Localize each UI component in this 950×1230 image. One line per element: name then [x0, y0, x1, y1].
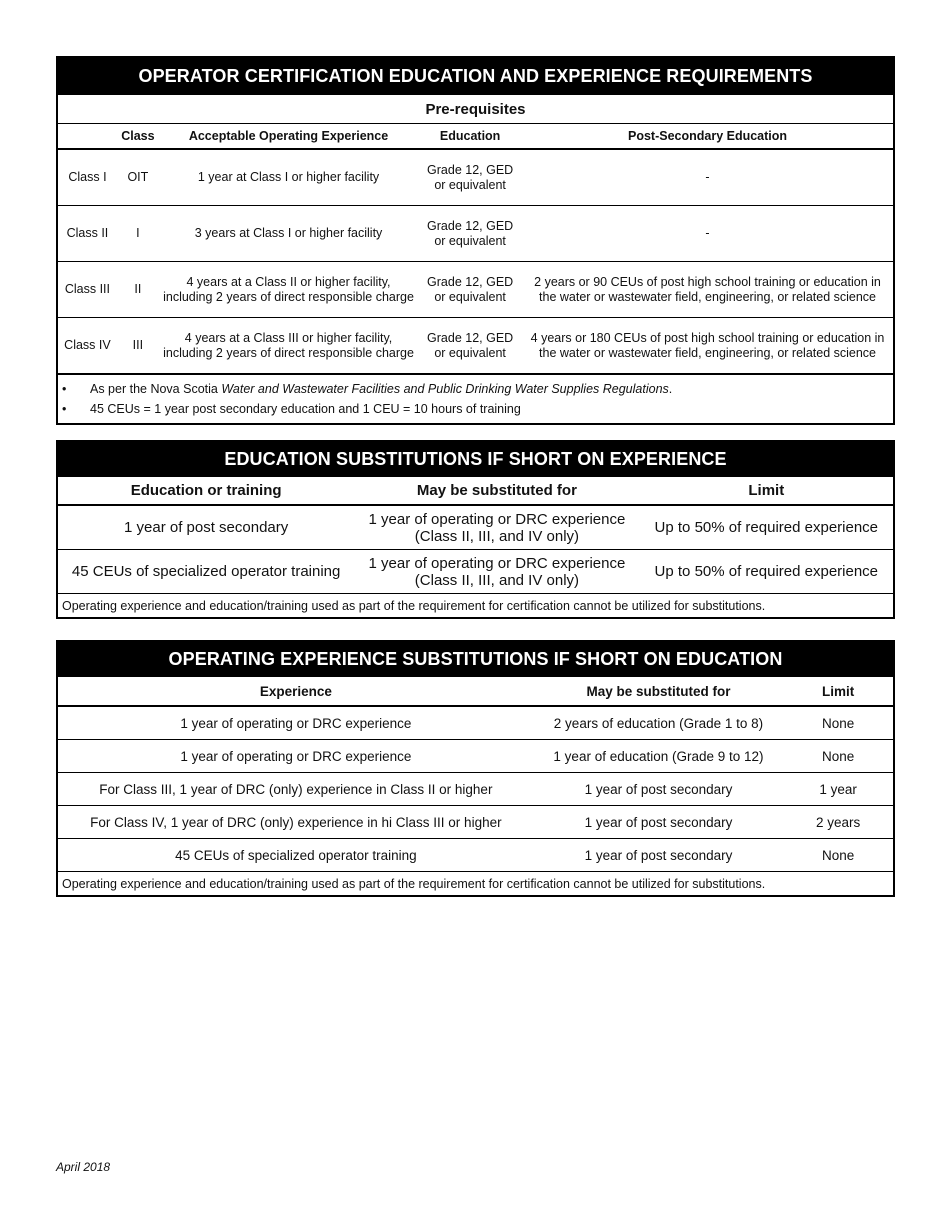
column-header-limit: Limit — [783, 677, 894, 707]
experience-line: 4 years at a Class III or higher facility, — [184, 330, 393, 345]
cell-limit: None — [783, 740, 894, 773]
cell-experience: 1 year of operating or DRC experience — [57, 740, 534, 773]
table-row — [57, 206, 894, 262]
cell-experience: 1 year of operating or DRC experience — [57, 706, 534, 740]
cell-level: Class II — [57, 206, 117, 262]
column-header-substituted: May be substituted for — [354, 477, 639, 506]
certification-requirements-table — [56, 56, 895, 425]
note-item — [58, 399, 893, 419]
table-row — [57, 149, 894, 206]
cell-education — [418, 149, 522, 206]
table-title: OPERATOR CERTIFICATION EDUCATION AND EXPERIENCE REQUIREMENTS — [57, 57, 894, 95]
cell-experience: 3 years at Class I or higher facility — [159, 206, 418, 262]
education-line: or equivalent — [434, 289, 506, 304]
cell-limit: None — [783, 839, 894, 872]
experience-line: 4 years at a Class II or higher facility, — [186, 274, 391, 289]
experience-line: including 2 years of direct responsible charge — [163, 345, 414, 360]
cell-post-secondary — [522, 206, 894, 262]
cell-substitute: 1 year of post secondary — [534, 839, 783, 872]
cell-level: Class I — [57, 149, 117, 206]
education-line: Grade 12, GED — [427, 218, 514, 233]
cell-class: III — [117, 318, 159, 375]
cell-limit: Up to 50% of required experience — [640, 505, 894, 550]
substitute-line: 1 year of operating or DRC experience — [368, 510, 626, 528]
cell-experience: For Class III, 1 year of DRC (only) experience in Class II or higher — [57, 773, 534, 806]
cell-substitute: 1 year of post secondary — [534, 806, 783, 839]
table-row — [57, 740, 894, 773]
column-header-level — [57, 124, 117, 150]
note-prefix: As per the Nova Scotia — [90, 382, 222, 396]
note-item — [58, 379, 893, 399]
notes-section — [57, 374, 894, 424]
column-header-experience: Experience — [57, 677, 534, 707]
education-line: or equivalent — [434, 177, 506, 192]
education-line: or equivalent — [434, 233, 506, 248]
table-row — [57, 706, 894, 740]
table-footnote: Operating experience and education/training used as part of the requirement for certification cannot be utilized for substitutions. — [57, 594, 894, 619]
cell-education — [418, 206, 522, 262]
bullet: • — [62, 402, 67, 416]
cell-limit: 1 year — [783, 773, 894, 806]
post-line: 2 years or 90 CEUs of post high school training or education in — [534, 274, 881, 289]
table-row — [57, 773, 894, 806]
note-text — [90, 379, 672, 399]
education-substitutions-table — [56, 440, 895, 619]
column-header-post-secondary: Post-Secondary Education — [522, 124, 894, 150]
column-header-experience: Acceptable Operating Experience — [159, 124, 418, 150]
cell-item: 1 year of post secondary — [57, 505, 354, 550]
table-footnote: Operating experience and education/training used as part of the requirement for certification cannot be utilized for substitutions. — [57, 872, 894, 897]
cell-limit: Up to 50% of required experience — [640, 550, 894, 594]
table-row — [57, 839, 894, 872]
post-line: the water or wastewater field, engineering, or related science — [539, 345, 877, 360]
cell-substitute — [354, 505, 639, 550]
cell-post-secondary — [522, 262, 894, 318]
post-line: 4 years or 180 CEUs of post high school training or education in — [530, 330, 885, 345]
cell-class: I — [117, 206, 159, 262]
column-header-education: Education — [418, 124, 522, 150]
cell-level: Class III — [57, 262, 117, 318]
education-line: Grade 12, GED — [427, 274, 514, 289]
table-row — [57, 505, 894, 550]
column-header-substituted: May be substituted for — [534, 677, 783, 707]
cell-item: 45 CEUs of specialized operator training — [57, 550, 354, 594]
cell-substitute: 1 year of education (Grade 9 to 12) — [534, 740, 783, 773]
cell-education — [418, 318, 522, 375]
education-line: or equivalent — [434, 345, 506, 360]
cell-class: OIT — [117, 149, 159, 206]
table-row — [57, 806, 894, 839]
cell-post-secondary — [522, 318, 894, 375]
cell-limit: None — [783, 706, 894, 740]
column-header-class: Class — [117, 124, 159, 150]
cell-class: II — [117, 262, 159, 318]
experience-substitutions-table — [56, 640, 895, 897]
regulation-name: Water and Wastewater Facilities and Public Drinking Water Supplies Regulations — [221, 382, 669, 396]
table-title: EDUCATION SUBSTITUTIONS IF SHORT ON EXPERIENCE — [57, 441, 894, 477]
post-line: the water or wastewater field, engineering, or related science — [539, 289, 877, 304]
column-header-education: Education or training — [57, 477, 354, 506]
table-subtitle: Pre-requisites — [57, 95, 894, 124]
cell-substitute: 1 year of post secondary — [534, 773, 783, 806]
bullet: • — [62, 382, 67, 396]
cell-education — [418, 262, 522, 318]
cell-substitute — [354, 550, 639, 594]
substitute-line: 1 year of operating or DRC experience — [368, 554, 626, 572]
cell-post-secondary — [522, 149, 894, 206]
substitute-line: (Class II, III, and IV only) — [414, 571, 580, 589]
table-row — [57, 318, 894, 375]
post-line: - — [705, 226, 710, 240]
substitute-line: (Class II, III, and IV only) — [414, 527, 580, 545]
note-suffix: . — [668, 382, 673, 396]
experience-line: including 2 years of direct responsible charge — [163, 289, 414, 304]
note-text: 45 CEUs = 1 year post secondary education and 1 CEU = 10 hours of training — [90, 402, 521, 416]
cell-level: Class IV — [57, 318, 117, 375]
table-row — [57, 262, 894, 318]
cell-experience — [159, 262, 418, 318]
cell-experience: 45 CEUs of specialized operator training — [57, 839, 534, 872]
education-line: Grade 12, GED — [427, 162, 514, 177]
cell-limit: 2 years — [783, 806, 894, 839]
cell-experience — [159, 318, 418, 375]
education-line: Grade 12, GED — [427, 330, 514, 345]
post-line: - — [705, 170, 710, 184]
cell-experience: For Class IV, 1 year of DRC (only) experience in hi Class III or higher — [57, 806, 534, 839]
column-header-limit: Limit — [640, 477, 894, 506]
footer-date: April 2018 — [56, 1160, 111, 1174]
table-title: OPERATING EXPERIENCE SUBSTITUTIONS IF SHORT ON EDUCATION — [57, 641, 894, 677]
cell-substitute: 2 years of education (Grade 1 to 8) — [534, 706, 783, 740]
table-row — [57, 550, 894, 594]
cell-experience: 1 year at Class I or higher facility — [159, 149, 418, 206]
